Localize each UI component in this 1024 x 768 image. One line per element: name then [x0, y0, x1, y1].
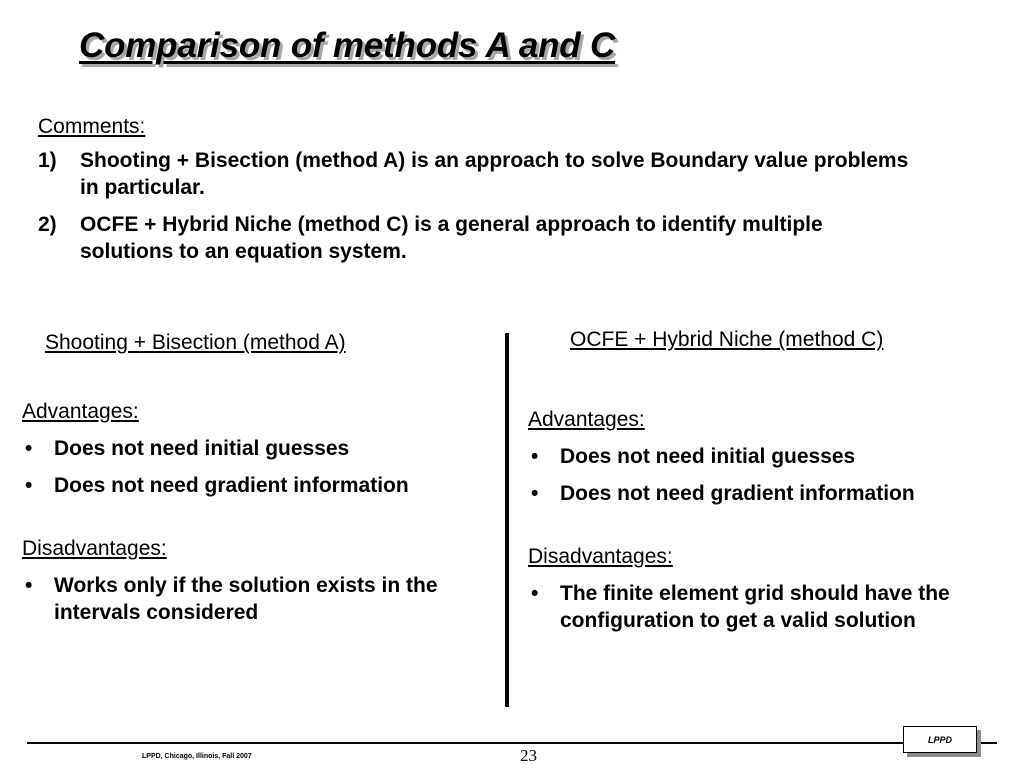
comment-text: Shooting + Bisection (method A) is an approach to solve Boundary value problems in particular. [80, 149, 909, 199]
logo-text: LPPD [927, 734, 952, 745]
method-a-disadvantages-heading: Disadvantages: [22, 537, 167, 560]
advantage-text: Does not need gradient information [54, 474, 409, 497]
method-a-advantages-heading: Advantages: [22, 400, 139, 423]
method-a-column [22, 398, 492, 636]
comment-item [38, 147, 918, 201]
bullet-icon: • [531, 445, 539, 468]
method-a-header: Shooting + Bisection (method A) [45, 331, 346, 354]
method-c-advantages-heading: Advantages: [528, 408, 645, 431]
comment-number: 2) [38, 213, 57, 236]
method-c-advantage-item [528, 480, 998, 507]
page-number: 23 [520, 746, 537, 765]
bullet-icon: • [25, 437, 33, 460]
advantage-text: Does not need gradient information [560, 482, 915, 505]
footer-divider [27, 742, 997, 744]
comment-number: 1) [38, 149, 57, 172]
bullet-icon: • [531, 482, 539, 505]
disadvantage-text: The finite element grid should have the configuration to get a valid solution [560, 582, 950, 632]
comments-section [38, 113, 918, 275]
comment-item [38, 211, 918, 265]
column-divider [505, 333, 509, 707]
comment-text: OCFE + Hybrid Niche (method C) is a general approach to identify multiple solutions to an equation system. [80, 213, 823, 263]
advantage-text: Does not need initial guesses [560, 445, 856, 468]
bullet-icon: • [25, 574, 33, 597]
bullet-icon: • [531, 582, 539, 605]
method-a-advantage-item [22, 472, 492, 499]
disadvantage-text: Works only if the solution exists in the intervals considered [54, 574, 438, 624]
slide-title: Comparison of methods A and C [79, 26, 616, 65]
method-c-disadvantages-heading: Disadvantages: [528, 545, 673, 568]
bullet-icon: • [25, 474, 33, 497]
method-c-disadvantage-item [528, 580, 998, 634]
advantage-text: Does not need initial guesses [54, 437, 350, 460]
footer-text: LPPD, Chicago, Illinois, Fall 2007 [142, 753, 252, 760]
method-a-advantage-item [22, 435, 492, 462]
comments-heading: Comments: [38, 115, 146, 138]
method-a-disadvantage-item [22, 572, 492, 626]
lppd-logo [903, 726, 977, 753]
method-c-header: OCFE + Hybrid Niche (method C) [570, 328, 884, 351]
method-c-advantage-item [528, 443, 998, 470]
method-c-column [528, 406, 998, 644]
